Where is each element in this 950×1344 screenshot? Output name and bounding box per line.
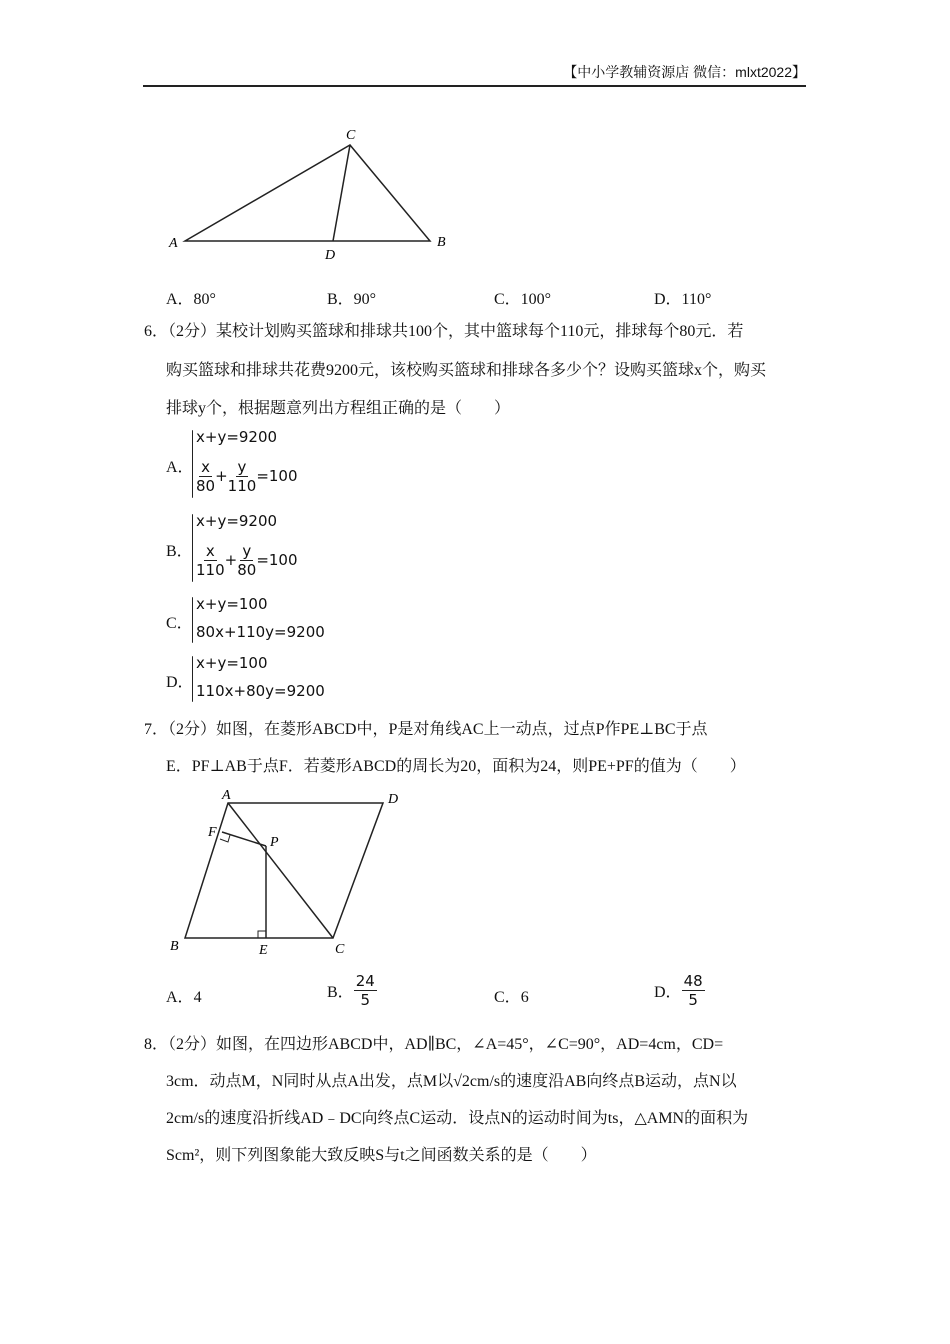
numerator: 48 <box>683 972 703 990</box>
rhs: =100 <box>256 551 298 569</box>
label-b: B <box>170 939 179 954</box>
equation: x+y=100 <box>196 595 268 613</box>
denominator: 5 <box>360 991 370 1009</box>
option-value: 4 <box>193 989 202 1006</box>
brace-icon <box>192 656 193 702</box>
numerator: y <box>237 458 247 476</box>
option-label: C． <box>494 989 521 1006</box>
q5-option-a[interactable]: A．80° <box>166 291 216 308</box>
q6-line: 6．（2分）某校计划购买篮球和排球共100个，其中篮球每个110元，排球每个80元．若 <box>144 323 744 340</box>
q8-line: 8．（2分）如图，在四边形ABCD中，AD∥BC，∠A=45°，∠C=90°，AD=4cm，CD= <box>144 1036 724 1053</box>
q7-option-d[interactable] <box>654 972 705 1009</box>
denominator: 5 <box>688 991 698 1009</box>
denominator: 110 <box>196 561 225 579</box>
q6-line: 购买篮球和排球共花费9200元，该校购买篮球和排球各多少个？设购买篮球x个，购买 <box>166 362 767 379</box>
numerator: 24 <box>355 972 375 990</box>
denominator: 110 <box>227 477 257 495</box>
equation: x+y=9200 <box>196 428 278 446</box>
label-c: C <box>346 128 356 143</box>
option-label: B． <box>327 984 354 1001</box>
triangle-figure <box>0 0 950 300</box>
equation: $\frac{x}{110}$ + $\frac{y}{80}$ =100 <box>196 542 298 579</box>
label-f: F <box>208 825 217 840</box>
q7-line: 7．（2分）如图，在菱形ABCD中，P是对角线AC上一动点，过点P作PE⊥BC于点 <box>144 721 708 738</box>
q7-line: E．PF⊥AB于点F．若菱形ABCD的周长为20，面积为24，则PE+PF的值为（ ） <box>166 758 746 775</box>
label-b: B <box>437 235 446 250</box>
label-p: P <box>270 835 279 850</box>
rhombus-figure <box>0 780 950 965</box>
numerator: x <box>201 458 210 476</box>
q8-line: 2cm/s的速度沿折线AD﹣DC向终点C运动．设点N的运动时间为ts，△AMN的面积为 <box>166 1110 749 1127</box>
brace-icon <box>192 597 193 643</box>
numerator: x <box>205 542 215 560</box>
q6-option-a-label[interactable]: A． <box>166 459 194 476</box>
q7-option-a[interactable] <box>166 984 202 1007</box>
denominator: 80 <box>237 561 257 579</box>
option-label: D． <box>654 984 682 1001</box>
q6-option-d-label[interactable]: D． <box>166 674 194 691</box>
q8-line: Scm²，则下列图象能大致反映S与t之间函数关系的是（ ） <box>166 1147 597 1164</box>
label-a: A <box>169 236 178 251</box>
page-header: 【中小学教辅资源店 微信：mlxt2022】 <box>563 64 806 80</box>
option-label: A． <box>166 989 194 1006</box>
q7-option-c[interactable] <box>494 984 529 1007</box>
q5-option-d[interactable]: D．110° <box>654 291 712 308</box>
equation: 80x+110y=9200 <box>196 623 325 641</box>
equation: 110x+80y=9200 <box>196 682 325 700</box>
denominator: 80 <box>196 477 216 495</box>
q6-line: 排球y个，根据题意列出方程组正确的是（ ） <box>166 400 511 417</box>
brace-icon <box>192 514 193 582</box>
brace-icon <box>192 430 193 498</box>
q6-option-b-label[interactable]: B． <box>166 543 193 560</box>
q6-option-c-label[interactable]: C． <box>166 615 193 632</box>
equation: x+y=9200 <box>196 512 278 530</box>
label-d: D <box>388 792 399 807</box>
label-d: D <box>325 248 336 263</box>
q5-option-c[interactable]: C．100° <box>494 291 552 308</box>
equation: $\frac{x}{80}$ + $\frac{y}{110}$ =100 <box>196 458 298 495</box>
rhs: =100 <box>256 467 298 485</box>
label-c: C <box>335 942 345 957</box>
option-value: 6 <box>520 989 529 1006</box>
label-a: A <box>222 788 231 803</box>
q5-option-b[interactable]: B．90° <box>327 291 377 308</box>
equation: x+y=100 <box>196 654 268 672</box>
label-e: E <box>259 943 268 958</box>
q8-line: 3cm．动点M，N同时从点A出发，点M以√2cm/s的速度沿AB向终点B运动，点N以 <box>166 1073 737 1090</box>
q7-option-b[interactable] <box>327 972 377 1009</box>
numerator: y <box>242 542 252 560</box>
